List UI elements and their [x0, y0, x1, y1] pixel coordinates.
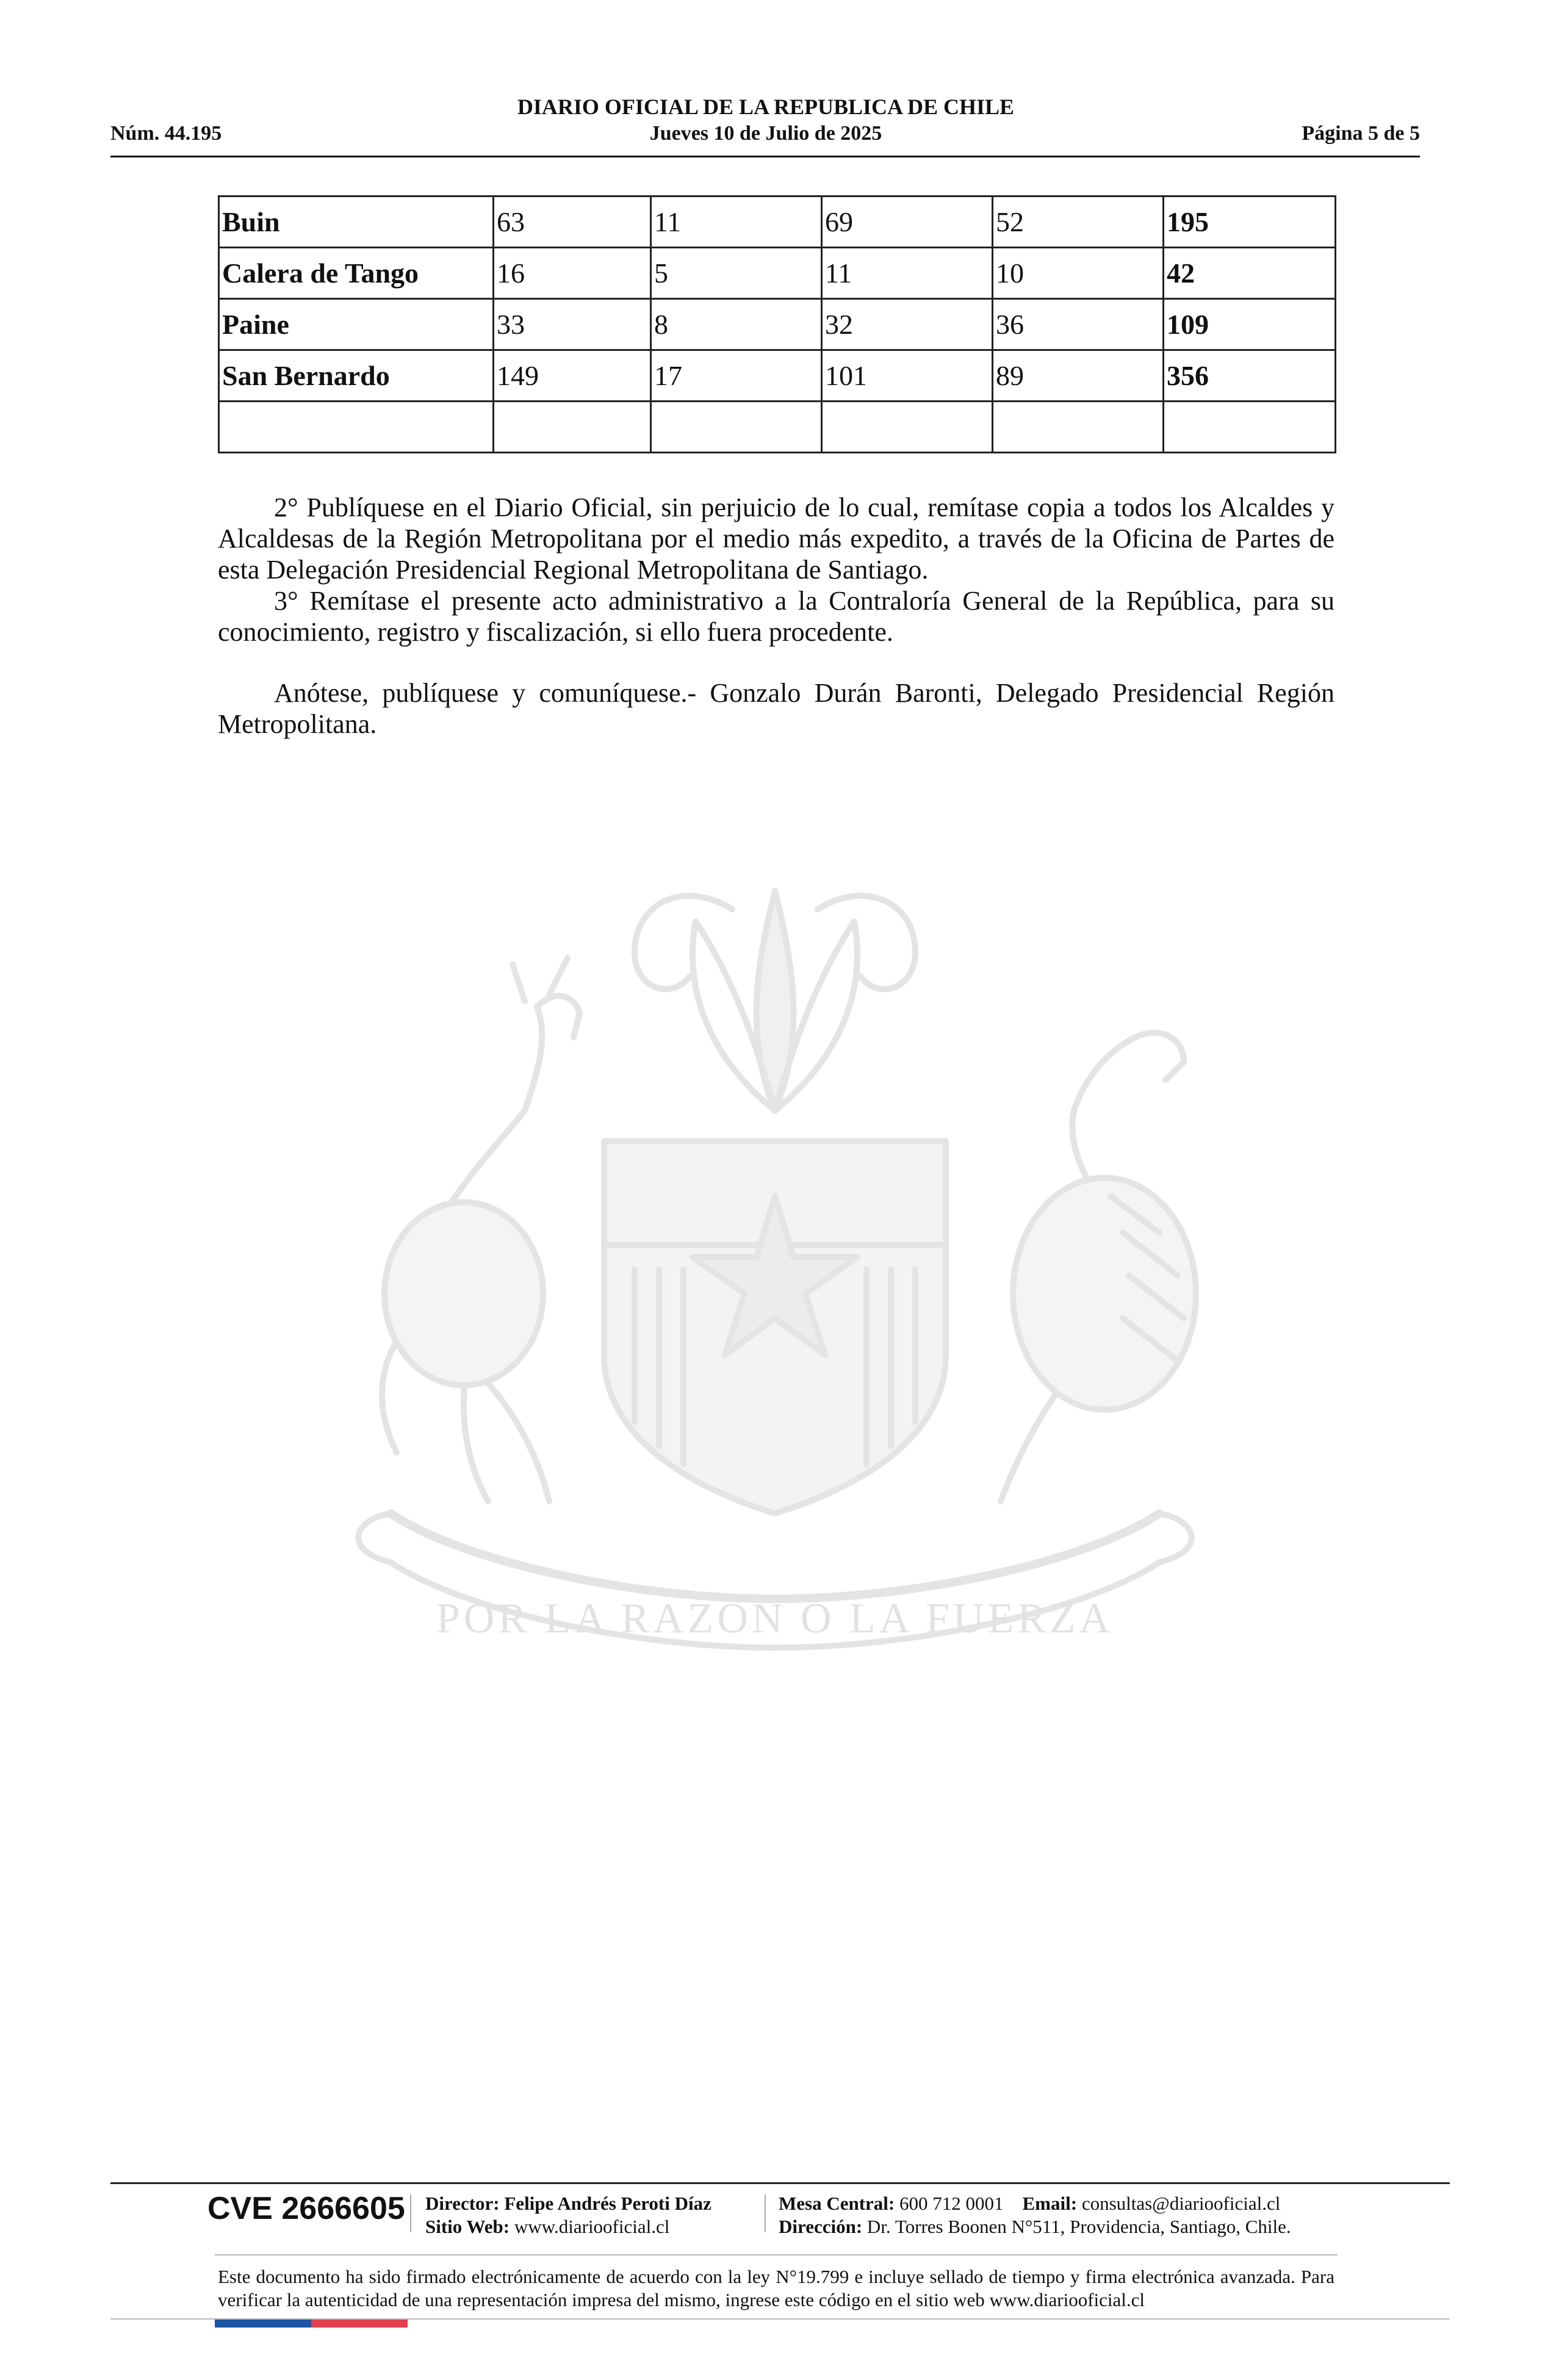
table-cell: 149: [494, 350, 651, 402]
article-3-paragraph: 3° Remítase el presente acto administrativo a la Contraloría General de la República, para su conocimiento, registro y fiscalización, si ello fuera procedente.: [218, 586, 1334, 647]
commune-name: San Bernardo: [219, 350, 494, 402]
resolution-body: [218, 492, 1334, 647]
flag-stripe-blue: [215, 2320, 311, 2328]
table-row: [219, 350, 1336, 402]
address-value: Dr. Torres Boonen N°511, Providencia, Santiago, Chile.: [866, 2216, 1291, 2237]
table-cell: 52: [993, 197, 1164, 248]
row-total: 109: [1164, 299, 1336, 350]
commune-name: Calera de Tango: [219, 248, 494, 299]
table-cell: 17: [651, 350, 822, 402]
newspaper-title: DIARIO OFICIAL DE LA REPUBLICA DE CHILE: [517, 95, 1015, 119]
table-cell: 11: [822, 248, 993, 299]
footer-separator: [410, 2194, 411, 2232]
commune-table: [218, 195, 1336, 453]
commune-name: [219, 402, 494, 453]
email-link[interactable]: consultas@diariooficial.cl: [1081, 2193, 1281, 2214]
table-row-empty: [219, 402, 1336, 453]
commune-name: Buin: [219, 197, 494, 248]
flag-stripe-red: [311, 2320, 408, 2328]
table-cell: 69: [822, 197, 993, 248]
table-cell: 5: [651, 248, 822, 299]
table-cell: [993, 402, 1164, 453]
phone-label: Mesa Central:: [779, 2193, 895, 2214]
table-cell: 89: [993, 350, 1164, 402]
article-2-paragraph: 2° Publíquese en el Diario Oficial, sin perjuicio de lo cual, remítase copia a todos los Alcaldes y Alcaldesas de la Región Metropolitana por el medio más expedito, a través de la Oficina de Partes de esta Delegación Presidencial Regional Metropolitana de Santiago.: [218, 492, 1334, 585]
email-label: Email:: [1022, 2193, 1078, 2214]
page-indicator: Página 5 de 5: [1302, 122, 1420, 145]
row-total: 42: [1164, 248, 1336, 299]
table-cell: [494, 402, 651, 453]
commune-name: Paine: [219, 299, 494, 350]
table-cell: 36: [993, 299, 1164, 350]
table-cell: 63: [494, 197, 651, 248]
cve-code: CVE 2666605: [207, 2191, 405, 2226]
table-cell: 11: [651, 197, 822, 248]
issue-date: Jueves 10 de Julio de 2025: [649, 122, 882, 145]
row-total: [1164, 402, 1336, 453]
header-divider: [110, 156, 1420, 157]
row-total: 356: [1164, 350, 1336, 402]
table-cell: 101: [822, 350, 993, 402]
website-label: Sitio Web:: [425, 2216, 510, 2237]
table-row: [219, 299, 1336, 350]
footer-contact-block: [779, 2192, 1291, 2238]
table-row: [219, 197, 1336, 248]
table-cell: 8: [651, 299, 822, 350]
watermark-motto: POR LA RAZON O LA FUERZA: [436, 1595, 1114, 1642]
footer-director-block: [425, 2192, 711, 2238]
issue-number: Núm. 44.195: [110, 122, 222, 145]
table-row: [219, 248, 1336, 299]
website-link[interactable]: www.diariooficial.cl: [514, 2216, 670, 2237]
table-cell: [822, 402, 993, 453]
coat-of-arms-watermark: [207, 854, 1342, 1678]
table-cell: 16: [494, 248, 651, 299]
table-cell: 32: [822, 299, 993, 350]
footer-separator: [765, 2194, 766, 2232]
director-name: Felipe Andrés Peroti Díaz: [504, 2193, 711, 2214]
footer-divider: [110, 2182, 1450, 2184]
address-label: Dirección:: [779, 2216, 863, 2237]
footer-inner-divider: [215, 2254, 1338, 2256]
closing-block: [218, 677, 1334, 740]
table-cell: 33: [494, 299, 651, 350]
director-label: Director:: [425, 2193, 500, 2214]
table-cell: [651, 402, 822, 453]
row-total: 195: [1164, 197, 1336, 248]
signature-notice: Este documento ha sido firmado electrónicamente de acuerdo con la ley N°19.799 e incluye sellado de tiempo y firma electrónica avanzada. Para verificar la autenticidad de una representación impresa del mismo, ingrese este código en el sitio web www.diariooficial.cl: [218, 2266, 1334, 2310]
phone-number: 600 712 0001: [899, 2193, 1004, 2214]
closing-paragraph: Anótese, publíquese y comuníquese.- Gonzalo Durán Baronti, Delegado Presidencial Región Metropolitana.: [218, 678, 1334, 739]
table-cell: 10: [993, 248, 1164, 299]
